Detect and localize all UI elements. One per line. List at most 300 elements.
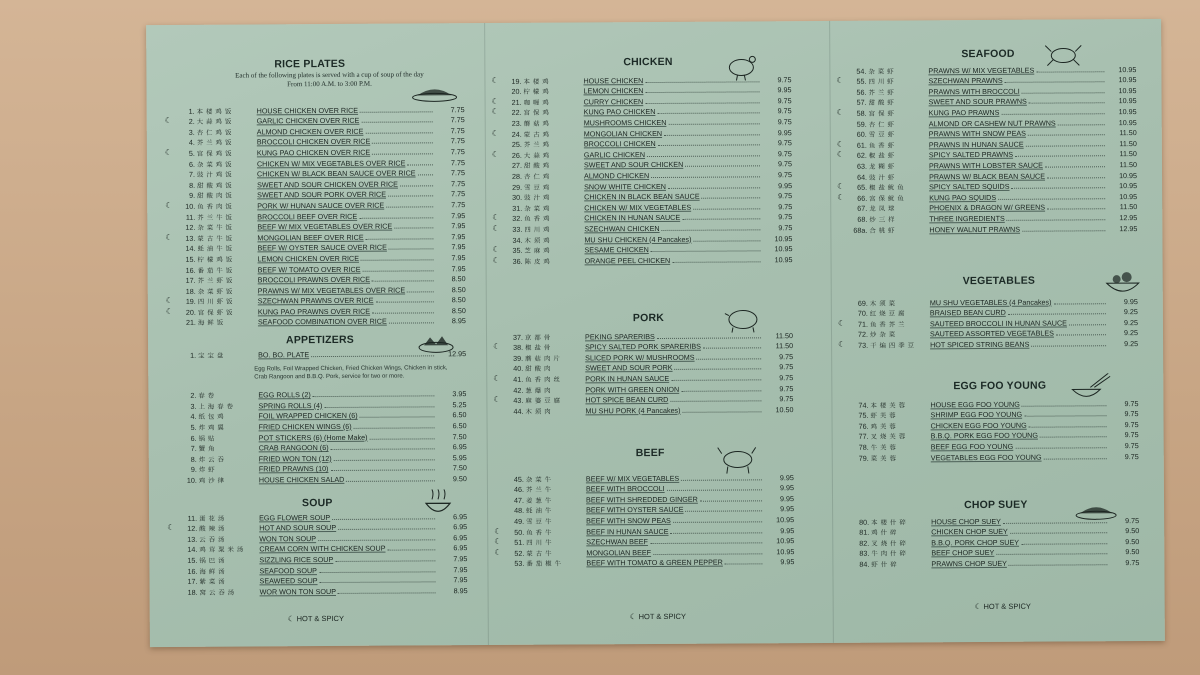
item-chinese-name: 番茄椒牛 (526, 559, 564, 569)
item-english-name: B.B.Q. PORK CHOP SUEY (931, 537, 1020, 548)
item-number (837, 98, 869, 107)
item-chinese-name: 杂菜鸡 (524, 204, 553, 213)
dotted-leader (1021, 543, 1107, 545)
item-price: 9.75 (1124, 398, 1139, 408)
hot-spicy-icon: ☾ (491, 128, 499, 138)
dotted-leader (700, 500, 762, 501)
menu-item-row (166, 347, 466, 359)
item-number (492, 108, 524, 117)
item-price: 9.95 (779, 472, 794, 482)
item-english-name: MU SHU PORK (4 Pancakes) (585, 405, 681, 416)
dotted-leader (389, 323, 434, 324)
menu-column-left (164, 23, 478, 647)
dotted-leader (372, 153, 433, 154)
dotted-leader (361, 122, 432, 123)
dotted-leader (668, 187, 760, 189)
item-chinese-name: 雪豆鸡 (524, 183, 553, 192)
item-chinese-name: 杏仁鸡饭 (196, 128, 235, 137)
section-title-pork: PORK (632, 311, 665, 325)
item-number-text: 58. (856, 108, 867, 118)
item-chinese-name: 鱼香肉饭 (197, 202, 235, 211)
item-number-text: 26. (511, 150, 522, 160)
hot-spicy-icon: ☾ (492, 213, 500, 223)
dotted-leader (365, 132, 432, 133)
dotted-leader (386, 206, 433, 207)
menu-item-row (167, 472, 467, 484)
item-number-text: 33. (512, 224, 523, 234)
item-price: 10.95 (1118, 117, 1137, 127)
dotted-leader (338, 529, 435, 531)
item-price: 12.95 (448, 348, 467, 358)
item-english-name: SHRIMP EGG FOO YOUNG (930, 409, 1023, 420)
item-number-text: 34. (512, 235, 523, 245)
item-chinese-name: 杂菜虾 (868, 67, 897, 76)
item-number (839, 549, 871, 558)
item-number (167, 545, 199, 554)
item-number (167, 433, 199, 442)
item-english-name: HOT SPICED STRING BEANS (930, 339, 1030, 350)
dotted-leader (1054, 303, 1106, 304)
item-english-name: BEEF EGG FOO YOUNG (930, 441, 1014, 452)
item-number-text: 64. (857, 172, 868, 182)
item-number (165, 149, 197, 158)
hot-spicy-legend-text: HOT & SPICY (983, 601, 1031, 612)
item-number-text: 57. (856, 98, 867, 108)
rice-plates-note-line1: Each of the following plates is served with a cup of soup of the day (235, 70, 424, 80)
item-chinese-name: 杂菜牛饭 (197, 223, 235, 232)
item-chinese-name: 雪豆牛 (526, 517, 555, 526)
item-english-name: FRIED WON TON (12) (258, 453, 332, 464)
dotted-leader (693, 208, 760, 209)
item-english-name: SZECHWAN PRAWNS OVER RICE (257, 296, 374, 306)
dotted-leader (1047, 209, 1105, 210)
item-english-name: HOUSE CHOP SUEY (931, 516, 1001, 526)
item-price: 9.75 (777, 117, 792, 127)
item-english-name: PRAWNS CHOP SUEY (931, 558, 1007, 569)
item-price: 6.50 (452, 410, 467, 420)
item-english-name: CRAB RANGOON (6) (258, 443, 329, 453)
item-chinese-name: 椒盐虾 (868, 151, 898, 161)
item-chinese-name: 甜酸虾 (868, 98, 897, 108)
dotted-leader (671, 379, 761, 381)
item-number (494, 506, 526, 515)
item-number-text: 6. (188, 159, 195, 169)
item-price: 7.75 (450, 157, 465, 167)
item-english-name: CHICKEN W/ MIX VEGETABLES OVER RICE (256, 158, 406, 168)
item-chinese-name: 窝云吞汤 (199, 588, 238, 597)
item-english-name: SWEET AND SOUR CHICKEN (583, 160, 684, 170)
hot-spicy-icon: ☾ (493, 373, 501, 383)
item-price: 7.95 (451, 221, 466, 231)
item-number (494, 485, 526, 494)
item-number-text: 10. (185, 201, 196, 211)
dotted-leader (1029, 103, 1105, 104)
item-english-name: GARLIC CHICKEN OVER RICE (256, 115, 360, 126)
dotted-leader (324, 406, 434, 408)
item-number (839, 432, 871, 441)
item-chinese-name: 京都骨 (524, 333, 554, 342)
item-number (838, 400, 870, 409)
item-number (494, 549, 526, 558)
item-chinese-name: 蘑菇肉片 (525, 354, 563, 363)
rice-plates-note-line2: From 11:00 A.M. to 3:00 P.M. (287, 79, 372, 89)
item-number (838, 319, 870, 328)
item-price: 9.25 (1124, 339, 1139, 349)
item-english-name: CHICKEN W/ BLACK BEAN SAUCE OVER RICE (256, 168, 416, 179)
item-number (166, 402, 198, 411)
hot-spicy-icon: ☾ (494, 537, 502, 547)
item-price: 9.75 (1124, 441, 1139, 451)
dotted-leader (407, 164, 433, 165)
item-number (839, 560, 871, 569)
item-chinese-name: 蚝油牛饭 (197, 244, 236, 254)
dotted-leader (372, 312, 434, 313)
item-english-name: BEEF WITH OYSTER SAUCE (586, 505, 684, 515)
item-price: 9.95 (780, 504, 795, 514)
item-price: 10.95 (774, 244, 793, 254)
dotted-leader (400, 185, 433, 186)
item-english-name: FOIL WRAPPED CHICKEN (6) (258, 411, 358, 421)
item-number (837, 119, 869, 128)
item-chinese-name: 咖喱鸡 (523, 98, 552, 107)
item-english-name: MU SHU VEGETABLES (4 Pancakes) (929, 297, 1052, 307)
hot-spicy-icon: ☾ (838, 339, 846, 349)
dotted-leader (394, 227, 433, 228)
item-chinese-name: 芥兰牛饭 (197, 213, 235, 222)
item-english-name: EGG ROLLS (2) (258, 390, 311, 400)
item-english-name: EGG FLOWER SOUP (259, 512, 331, 523)
item-price: 9.75 (778, 223, 793, 233)
item-number (839, 443, 871, 452)
item-english-name: CHICKEN IN HUNAN SAUCE (584, 213, 681, 223)
item-number (492, 98, 524, 107)
item-english-name: SPICY SALTED PORK SPARERIBS (585, 341, 701, 352)
item-chinese-name: 宝宝盘 (198, 351, 227, 360)
dotted-leader (671, 532, 763, 534)
item-number-text: 6. (190, 433, 197, 443)
item-number (494, 538, 526, 547)
menu-item-row (837, 222, 1137, 234)
item-price: 7.50 (452, 431, 467, 441)
item-number (836, 77, 868, 86)
item-english-name: ALMOND OR CASHEW NUT PRAWNS (928, 118, 1056, 128)
item-chinese-name: 炸虾 (198, 466, 218, 475)
item-number-text: 16. (185, 265, 196, 275)
item-english-name: PRAWNS IN HUNAN SAUCE (928, 139, 1024, 150)
item-english-name: BEEF WITH SNOW PEAS (586, 515, 671, 526)
item-number-text: 74. (858, 400, 869, 410)
item-number (493, 354, 525, 363)
item-price: 11.50 (1119, 202, 1138, 212)
item-chinese-name: 杂菜虾饭 (197, 287, 236, 296)
item-number (165, 244, 197, 253)
item-number-text: 37. (512, 332, 524, 342)
hot-spicy-icon: ☾ (836, 139, 845, 149)
section-title-egg-foo-young: EGG FOO YOUNG (953, 379, 1047, 393)
item-english-name: CHICKEN W/ MIX VEGETABLES (584, 202, 692, 213)
item-chinese-name: 柠檬鸡 (523, 87, 552, 96)
item-number-text: 44. (513, 406, 524, 416)
item-price: 11.50 (775, 330, 794, 340)
hot-spicy-icon: ☾ (974, 602, 982, 612)
item-chinese-name: 本楼鸡 (523, 77, 552, 86)
item-chinese-name: 豉汁鸡饭 (197, 170, 235, 179)
item-english-name: HOUSE CHICKEN (583, 75, 644, 86)
dotted-leader (359, 217, 433, 218)
section-title-beef: BEEF (635, 446, 665, 460)
item-number-text: 63. (856, 161, 868, 171)
hot-spicy-icon: ☾ (287, 614, 295, 624)
item-number-text: 21. (511, 97, 522, 107)
item-price: 11.50 (775, 341, 794, 351)
item-chinese-name: 豉汁虾 (869, 173, 898, 182)
item-number (165, 106, 197, 115)
item-number (492, 225, 524, 234)
item-english-name: PORK W/ HUNAN SAUCE OVER RICE (257, 200, 385, 211)
item-english-name: ORANGE PEEL CHICKEN (584, 255, 671, 266)
item-number-text: 2. (188, 116, 195, 127)
dotted-leader (651, 250, 761, 252)
item-number (167, 455, 199, 464)
item-price: 7.75 (451, 200, 466, 210)
item-chinese-name: 宫保鸡 (523, 109, 552, 118)
item-price: 10.95 (774, 254, 793, 264)
item-price: 9.50 (452, 474, 467, 484)
item-english-name: SZECHWAN BEEF (586, 537, 648, 547)
dotted-leader (685, 166, 760, 167)
dotted-leader (318, 539, 435, 541)
item-chinese-name: 蘑菇鸡 (523, 119, 552, 128)
item-english-name: KUNG PAO SQUIDS (929, 192, 997, 203)
item-number-text: 81. (859, 527, 870, 537)
item-price: 9.75 (779, 351, 794, 362)
item-number (492, 140, 524, 149)
item-price: 9.25 (1123, 317, 1138, 327)
dotted-leader (662, 229, 761, 231)
item-price: 7.75 (450, 168, 466, 178)
item-english-name: FRIED PRAWNS (10) (258, 464, 329, 474)
dotted-leader (645, 92, 759, 94)
dotted-leader (311, 355, 434, 357)
dotted-leader (331, 449, 435, 451)
item-number (166, 297, 198, 306)
item-english-name: SZECHWAN CHICKEN (584, 223, 660, 234)
egg-foo-young-list (838, 397, 1138, 462)
item-english-name: SNOW WHITE CHICKEN (584, 181, 666, 191)
item-number-text: 16. (187, 566, 198, 576)
hot-spicy-icon: ☾ (165, 306, 174, 316)
menu-sheet (146, 19, 1165, 647)
dotted-leader (1040, 437, 1107, 438)
item-chinese-name: 柠檬鸡饭 (197, 255, 236, 264)
dotted-leader (388, 196, 433, 197)
item-price: 9.95 (777, 85, 792, 95)
item-chinese-name: 蚝油牛 (526, 506, 555, 516)
item-number-text: 70. (857, 308, 868, 318)
item-chinese-name: 虾芙蓉 (870, 411, 899, 420)
item-chinese-name: 椒盐鱿鱼 (869, 183, 907, 192)
item-price: 5.95 (452, 452, 467, 462)
item-english-name: SESAME CHICKEN (584, 245, 649, 255)
item-price: 7.95 (453, 564, 468, 574)
item-english-name: PORK IN HUNAN SAUCE (585, 373, 670, 384)
item-english-name: MUSHROOMS CHICKEN (583, 117, 667, 128)
item-number-text: 20. (511, 87, 522, 97)
item-chinese-name: 鱼香牛 (526, 528, 555, 537)
item-chinese-name: 叉烧什碎 (871, 539, 909, 548)
item-number-text: 10. (186, 475, 197, 485)
dotted-leader (1036, 71, 1104, 72)
item-number-text: 61. (856, 140, 867, 150)
item-price: 7.95 (451, 210, 466, 220)
item-chinese-name: 龙凤球 (869, 204, 898, 214)
item-number-text: 17. (185, 275, 196, 285)
item-number (492, 119, 524, 128)
item-number-text: 68. (857, 214, 868, 224)
item-chinese-name: 雪豆虾 (868, 130, 897, 139)
item-price: 9.75 (777, 148, 792, 158)
dotted-leader (320, 582, 436, 584)
hot-spicy-icon: ☾ (165, 296, 173, 306)
item-chinese-name: 木须肉 (525, 407, 554, 416)
item-number-text: 22. (511, 108, 522, 118)
item-english-name: SLICED PORK W/ MUSHROOMS (585, 352, 695, 363)
item-number-text: 2. (190, 390, 197, 401)
item-number-text: 30. (512, 192, 523, 202)
item-english-name: CHICKEN EGG FOO YOUNG (930, 420, 1027, 431)
item-number (165, 159, 197, 168)
item-number-text: 9. (190, 465, 197, 475)
item-price: 9.75 (779, 362, 794, 372)
item-english-name: SAUTEED BROCCOLI IN HUNAN SAUCE (929, 318, 1067, 329)
hot-spicy-icon: ☾ (491, 75, 499, 85)
item-chinese-name: 大蒜鸡饭 (196, 117, 235, 126)
item-number-text: 18. (185, 286, 196, 296)
item-price: 10.95 (1119, 181, 1138, 191)
item-price: 9.75 (779, 373, 794, 383)
item-price: 8.50 (451, 274, 466, 284)
item-chinese-name: 菜芙蓉 (870, 454, 899, 463)
item-chinese-name: 锅巴汤 (199, 556, 228, 565)
item-number (165, 128, 197, 137)
dotted-leader (1015, 156, 1105, 158)
item-english-name: PRAWNS WITH BROCCOLI (928, 86, 1020, 97)
item-chinese-name: 椒盐骨 (525, 343, 554, 352)
section-title-appetizers: APPETIZERS (286, 333, 355, 347)
dotted-leader (657, 113, 759, 115)
dotted-leader (1007, 219, 1106, 221)
hot-spicy-icon: ☾ (491, 96, 499, 106)
item-price: 9.75 (779, 394, 794, 404)
item-chinese-name: 鱼香芥兰 (869, 320, 908, 329)
item-chinese-name: 蒙古鸡 (523, 130, 552, 139)
item-english-name: SWEET AND SOUR CHICKEN OVER RICE (257, 179, 398, 190)
hot-spicy-legend (288, 614, 344, 623)
item-chinese-name: 四川牛 (526, 538, 555, 547)
item-number-text: 47. (513, 495, 525, 505)
item-price: 9.75 (779, 383, 794, 393)
item-price: 7.95 (451, 253, 466, 263)
item-english-name: BEEF W/ MIX VEGETABLES OVER RICE (257, 221, 393, 232)
item-price: 10.95 (1119, 170, 1138, 180)
item-chinese-name: 叉烧芙蓉 (870, 432, 909, 442)
item-number-text: 52. (514, 548, 525, 558)
item-english-name: KUNG PAO PRAWNS (928, 107, 1000, 118)
item-chinese-name: 鸡芙蓉 (870, 422, 899, 431)
item-chinese-name: 上海春卷 (198, 402, 237, 411)
item-price: 9.50 (1125, 536, 1140, 546)
item-price: 7.50 (452, 463, 467, 473)
item-english-name: MONGOLIAN CHICKEN (583, 128, 663, 138)
item-price: 10.95 (776, 536, 795, 546)
section-title-vegetables: VEGETABLES (962, 274, 1036, 288)
item-number (493, 375, 525, 384)
item-chinese-name: 宫保虾饭 (197, 308, 236, 317)
item-price: 6.95 (453, 511, 468, 521)
item-price: 10.95 (1119, 191, 1138, 201)
item-chinese-name: 四川虾饭 (197, 297, 236, 307)
item-price: 8.95 (451, 316, 466, 326)
item-chinese-name: 杂菜鸡饭 (196, 160, 235, 169)
dotted-leader (313, 396, 435, 398)
item-price: 7.75 (450, 104, 465, 114)
item-english-name: BRAISED BEAN CURD (929, 308, 1006, 318)
item-english-name: PORK WITH GREEN ONION (585, 384, 680, 394)
item-number (492, 204, 524, 213)
item-price: 9.75 (1125, 515, 1140, 525)
dotted-leader (388, 550, 436, 551)
item-chinese-name: 干煸四季豆 (870, 341, 918, 350)
item-number (837, 215, 869, 224)
item-number-text: 17. (187, 576, 198, 587)
item-price: 6.95 (453, 532, 468, 543)
item-number-text: 4. (188, 138, 195, 148)
dotted-leader (998, 198, 1105, 200)
item-chinese-name: 芥兰牛 (525, 485, 555, 494)
item-price: 9.75 (1124, 409, 1139, 419)
item-number-text: 69. (857, 298, 868, 308)
rice-plates-list (165, 103, 466, 327)
item-price: 7.95 (453, 575, 468, 585)
item-english-name: PRAWNS W/ BLACK BEAN SAUCE (929, 171, 1046, 181)
dotted-leader (681, 479, 762, 480)
item-chinese-name: 芥兰虾 (868, 88, 897, 97)
item-number-text: 84. (859, 559, 870, 569)
dotted-leader (693, 240, 760, 241)
item-english-name: BO. BO. PLATE (258, 349, 310, 360)
item-number-text: 7. (190, 443, 197, 453)
item-chinese-name: 炸云吞 (198, 455, 227, 464)
item-chinese-name: 红烧豆腐 (869, 309, 908, 318)
item-chinese-name: 芥兰鸡 (523, 140, 553, 149)
dotted-leader (370, 438, 435, 439)
item-chinese-name: 鸡沙律 (198, 476, 228, 485)
dotted-leader (1028, 134, 1105, 135)
hot-spicy-legend-text: HOT & SPICY (296, 613, 344, 624)
item-price: 3.95 (452, 389, 467, 399)
item-number-text: 56. (856, 87, 867, 97)
item-number-text: 12. (185, 222, 196, 232)
item-number-text: 13. (187, 534, 198, 544)
item-price: 10.95 (1118, 85, 1137, 95)
item-number (166, 391, 198, 400)
item-number (494, 559, 526, 568)
item-price: 10.95 (1118, 96, 1137, 106)
item-number (493, 343, 525, 352)
item-number (165, 223, 197, 232)
item-price: 9.75 (1124, 451, 1139, 461)
item-number-text: 1. (188, 106, 195, 116)
